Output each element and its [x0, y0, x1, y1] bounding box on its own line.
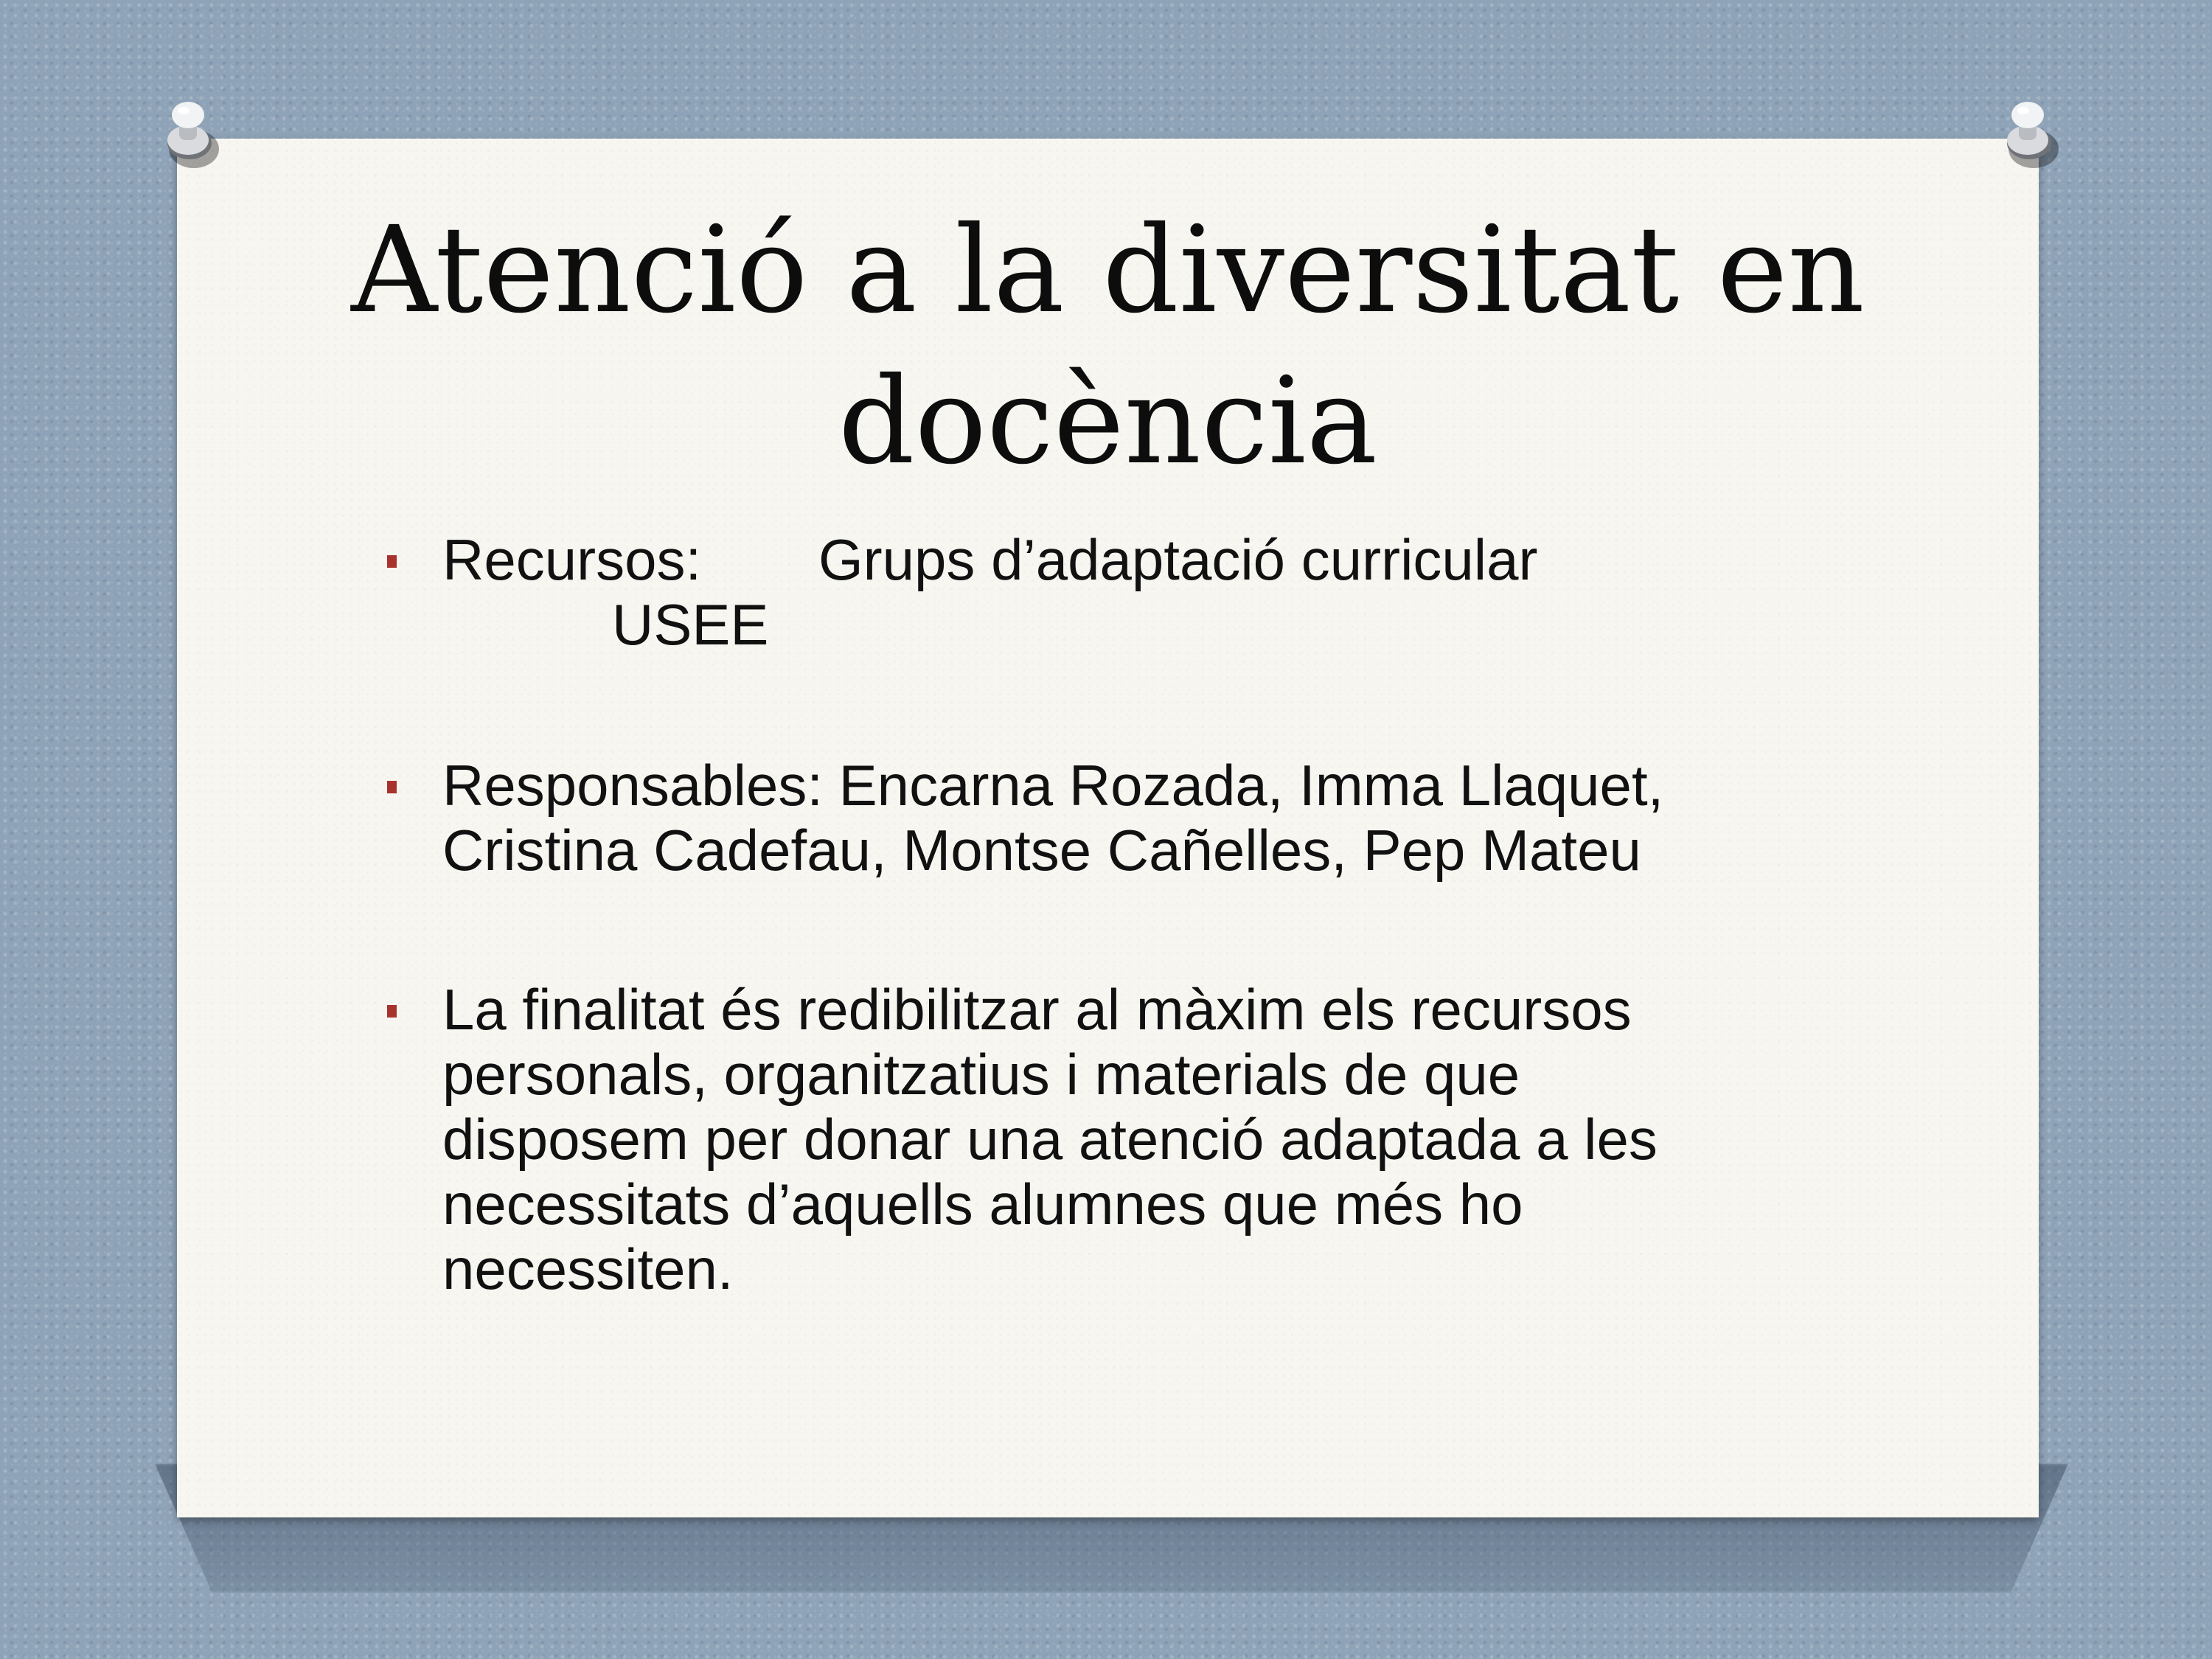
pushpin-icon: [1991, 96, 2072, 177]
purpose-line: personals, organitzatius i materials de que: [442, 1042, 1520, 1107]
responsibles-line: Cristina Cadefau, Montse Cañelles, Pep Mateu: [442, 818, 1641, 883]
title-line: docència: [838, 352, 1378, 491]
title-line: Atenció a la diversitat en: [351, 201, 1865, 340]
purpose-line: necessitats d’aquells alumnes que més ho: [442, 1172, 1523, 1237]
bullet-icon: [387, 781, 397, 793]
resources-value: USEE: [612, 592, 769, 657]
resources-label: Recursos:: [442, 527, 702, 592]
bullet-icon: [387, 555, 397, 568]
pushpin-icon: [151, 96, 232, 177]
purpose-line: La finalitat és redibilitzar al màxim els recursos: [442, 977, 1632, 1042]
bullet-icon: [387, 1005, 397, 1018]
list-item-purpose: [387, 977, 1899, 1301]
purpose-line: disposem per donar una atenció adaptada a les: [442, 1107, 1658, 1172]
purpose-line: necessiten.: [442, 1237, 734, 1301]
slide-title: [177, 195, 2039, 498]
resources-row: [442, 527, 1899, 592]
list-item-responsibles: [387, 753, 1899, 883]
responsibles-line: Responsables: Encarna Rozada, Imma Llaquet,: [442, 753, 1664, 818]
bullet-list: [387, 527, 1899, 1301]
list-item-resources: [387, 527, 1899, 657]
resources-value: Grups d’adaptació curricular: [818, 527, 1538, 592]
